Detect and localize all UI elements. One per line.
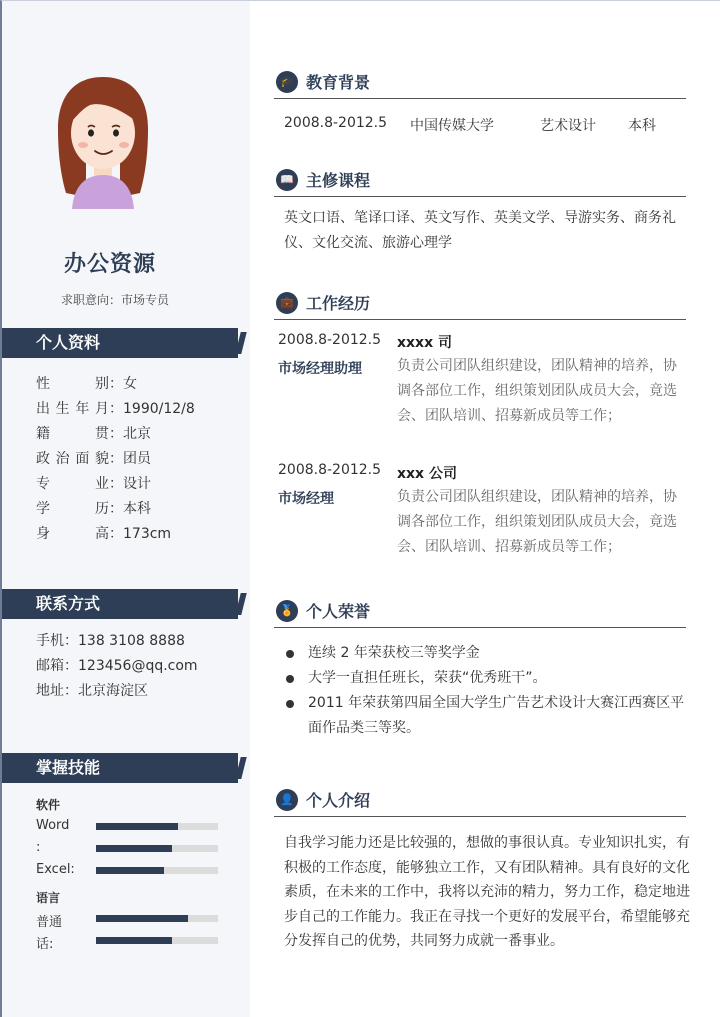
job-description: 负责公司团队组织建设，团队精神的培养，协调各部位工作，组织策划团队成员大会，竟选会、团队培训、招募新成员等工作； (397, 358, 677, 424)
medal-icon: 🏅 (276, 600, 298, 622)
list-item: 连续 2 年荣获校三等奖学金 (286, 641, 686, 666)
candidate-name: 办公资源 (63, 252, 156, 277)
user-icon: 👤 (276, 789, 298, 811)
info-key: 学 历 (36, 501, 109, 517)
skill-bar-fill (96, 937, 172, 944)
info-value: ：设计 (109, 476, 151, 492)
personal-info-list (36, 372, 195, 547)
info-value: ：1990/12/8 (109, 401, 195, 417)
skill-bar-fill (96, 915, 188, 922)
info-key: 专 业 (36, 476, 109, 492)
section-title: 个人介绍 (306, 791, 371, 810)
info-row (36, 422, 195, 447)
skills-heading: 掌握技能 (2, 753, 238, 783)
skill-bar (96, 937, 218, 944)
education-degree: 本科 (628, 118, 656, 134)
info-value: ：本科 (109, 501, 151, 517)
skill-bar (96, 915, 218, 922)
section-title: 工作经历 (306, 294, 371, 313)
info-row (36, 397, 195, 422)
job-title: 市场经理助理 (278, 361, 362, 377)
info-key: 籍 贯 (36, 426, 109, 442)
education-major: 艺术设计 (540, 118, 596, 134)
personal-info-heading: 个人资料 (2, 328, 238, 358)
education-school: 中国传媒大学 (410, 118, 494, 134)
info-row (36, 497, 195, 522)
book-icon: 📖 (276, 169, 298, 191)
skill-label: Excel: (36, 862, 75, 877)
info-key: 身 高 (36, 526, 109, 542)
contact-heading: 联系方式 (2, 589, 238, 619)
education-section-title (274, 69, 686, 99)
list-item: 2011 年荣获第四届全国大学生广告艺术设计大赛江西赛区平 面作品类三等奖。 (286, 691, 686, 741)
info-row (36, 447, 195, 472)
avatar (50, 71, 156, 209)
skill-bar (96, 867, 218, 874)
info-value: ：北京 (109, 426, 151, 442)
section-title: 个人荣誉 (306, 602, 371, 621)
language-label: 语言 (36, 891, 61, 905)
info-row (36, 372, 195, 397)
briefcase-icon: 💼 (276, 292, 298, 314)
info-key: 出生年月 (36, 401, 109, 417)
contact-address: 地址：北京海淀区 (36, 683, 148, 699)
list-item: 大学一直担任班长，荣获“优秀班干”。 (286, 666, 686, 691)
courses-text: 英文口语、笔译口译、英文写作、英美文学、导游实务、商务礼仪、文化交流、旅游心理学 (284, 210, 676, 251)
intro-section-title (274, 787, 686, 817)
job-title: 市场经理 (278, 491, 334, 507)
software-label: 软件 (36, 798, 61, 812)
info-key: 性 别 (36, 376, 109, 392)
job-company: xxx 公司 (397, 466, 457, 482)
info-key: 政治面貌 (36, 451, 109, 467)
job-intent: 求职意向：市场专员 (60, 293, 169, 307)
honors-section-title (274, 598, 686, 628)
skill-bar (96, 823, 218, 830)
sidebar (2, 1, 250, 1017)
info-value: ：团员 (109, 451, 151, 467)
info-row (36, 472, 195, 497)
info-row (36, 522, 195, 547)
skill-bar-fill (96, 845, 172, 852)
work-section-title (274, 290, 686, 320)
job-description: 负责公司团队组织建设，团队精神的培养，协调各部位工作，组织策划团队成员大会，竟选会、团队培训、招募新成员等工作； (397, 489, 677, 555)
intro-text: 自我学习能力还是比较强的，想做的事很认真。专业知识扎实，有积极的工作态度，能够独立工作，又有团队精神。具有良好的文化素质，在未来的工作中，我将以充沛的精力，努力工作，稳定地进步自己的工作能力。我正在寻找一个更好的发展平台，希望能够充分发挥自己的优势，共同努力成就一番事业。 (284, 835, 690, 949)
job-date: 2008.8-2012.5 (278, 332, 382, 348)
info-value: ：女 (109, 376, 137, 392)
courses-section-title (274, 167, 686, 197)
info-value: ：173cm (109, 526, 172, 542)
skill-bar-fill (96, 867, 164, 874)
contact-list (36, 629, 198, 704)
skill-bar-fill (96, 823, 178, 830)
skill-label: : (36, 840, 41, 855)
skill-bar (96, 845, 218, 852)
skill-label: Word (36, 818, 70, 833)
contact-email: 邮箱：123456@qq.com (36, 658, 198, 674)
honors-list (286, 641, 699, 741)
job-date: 2008.8-2012.5 (278, 462, 382, 478)
graduation-cap-icon: 🎓 (276, 71, 298, 93)
skill-label: 话: (36, 937, 54, 952)
skill-label: 普通 (36, 915, 63, 930)
education-date: 2008.8-2012.5 (284, 115, 388, 131)
section-title: 教育背景 (306, 73, 371, 92)
contact-phone: 手机：138 3108 8888 (36, 633, 185, 649)
section-title: 主修课程 (306, 171, 371, 190)
job-company: xxxx 司 (397, 335, 452, 351)
